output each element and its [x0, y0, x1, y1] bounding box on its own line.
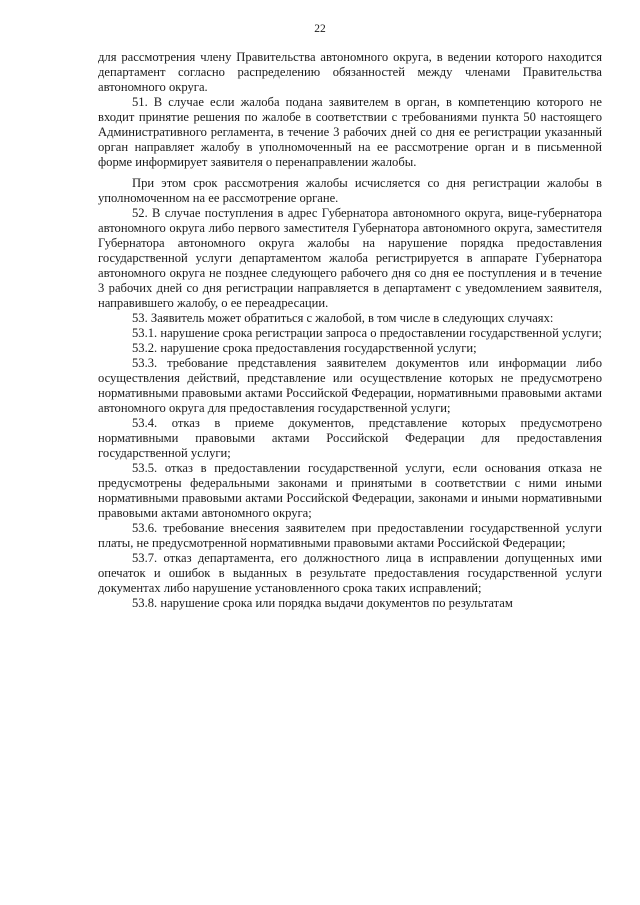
- paragraph-53-1: 53.1. нарушение срока регистрации запроса о предоставлении государственной услуги;: [132, 326, 602, 340]
- paragraph-53-4: 53.4. отказ в приеме документов, представление которых предусмотрено нормативными правовыми актами Российской Федерации для предоставления государственной услуги;: [98, 416, 602, 460]
- paragraph-53-2: 53.2. нарушение срока предоставления государственной услуги;: [132, 341, 477, 355]
- paragraph-53-3: 53.3. требование представления заявителем документов или информации либо осуществления действий, представление или осуществление которых не предусмотрено нормативными правовыми актами Российской Федерации, нормативными правовыми актами автономного округа для предоставления государственной услуги;: [98, 356, 602, 415]
- paragraph-53-5: 53.5. отказ в предоставлении государственной услуги, если основания отказа не предусмотрены федеральными законами и принятыми в соответствии с ними иными нормативными правовыми актами Российской Федерации, законами и иными нормативными правовыми актами автономного округа;: [98, 461, 602, 520]
- page-number: 22: [314, 23, 326, 35]
- paragraph-51: 51. В случае если жалоба подана заявителем в орган, в компетенцию которого не входит принятие решения по жалобе в соответствии с требованиями пункта 50 настоящего Административного регламента, в течение 3 рабочих дней со дня ее регистрации указанный орган направляет жалобу в уполномоченный на ее рассмотрение орган и в письменной форме информирует заявителя о перенаправлении жалобы.: [98, 95, 602, 169]
- paragraph-53: 53. Заявитель может обратиться с жалобой, в том числе в следующих случаях:: [132, 311, 554, 325]
- paragraph-53-6: 53.6. требование внесения заявителем при предоставлении государственной услуги платы, не предусмотренной нормативными правовыми актами Российской Федерации;: [98, 521, 602, 550]
- paragraph-52: 52. В случае поступления в адрес Губернатора автономного округа, вице-губернатора автономного округа либо первого заместителя Губернатора автономного округа, заместителя Губернатора автономного округа жалобы на нарушение порядка предоставления государственной услуги департаментом жалоба регистрируется в аппарате Губернатора автономного округа не позднее следующего рабочего дня со дня ее поступления и в течение 3 рабочих дней со дня регистрации направляется в департамент с уведомлением заявителя, направившего жалобу, о ее переадресации.: [98, 206, 602, 310]
- paragraph-continuation: для рассмотрения члену Правительства автономного округа, в ведении которого находится департамент согласно распределению обязанностей между членами Правительства автономного округа.: [98, 50, 602, 94]
- paragraph-53-8: 53.8. нарушение срока или порядка выдачи документов по результатам: [132, 596, 513, 610]
- paragraph-51-note: При этом срок рассмотрения жалобы исчисляется со дня регистрации жалобы в уполномоченном на ее рассмотрение органе.: [98, 176, 602, 205]
- document-body: [98, 50, 602, 611]
- paragraph-53-7: 53.7. отказ департамента, его должностного лица в исправлении допущенных ими опечаток и ошибок в выданных в результате предоставления государственной услуги документах либо нарушение установленного срока таких исправлений;: [98, 551, 602, 595]
